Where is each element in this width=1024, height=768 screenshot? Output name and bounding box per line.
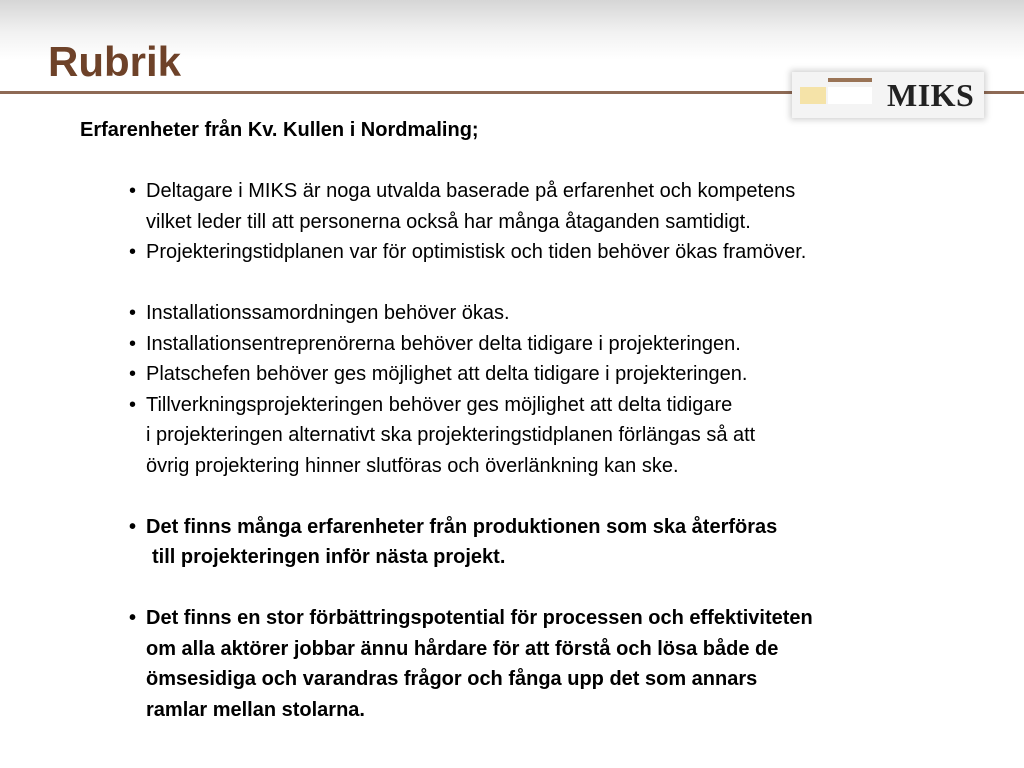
bullet-line: till projekteringen inför nästa projekt.	[152, 546, 506, 568]
bullet-item-emphasis	[128, 512, 1008, 573]
bullet-item	[128, 176, 1008, 237]
bullet-line: • Installationsentreprenörerna behöver delta tidigare i projekteringen.	[146, 332, 741, 355]
spacer	[128, 268, 1008, 299]
bullet-item	[128, 329, 1008, 360]
bullet-line: i projekteringen alternativt ska projekteringstidplanen förlängas så att	[146, 424, 756, 446]
subheading: Erfarenheter från Kv. Kullen i Nordmaling;	[80, 119, 479, 141]
miks-logo	[792, 72, 984, 118]
spacer	[128, 573, 1008, 604]
bullet-item	[128, 390, 1008, 482]
bullet-item	[128, 359, 1008, 390]
logo-text: MIKS	[887, 77, 975, 113]
bullet-line: • Platschefen behöver ges möjlighet att delta tidigare i projekteringen.	[146, 363, 748, 385]
bullet-line: ömsesidiga och varandras frågor och fånga upp det som annars	[146, 668, 758, 690]
bullet-line: • Deltagare i MIKS är noga utvalda baserade på erfarenhet och kompetens	[146, 180, 796, 202]
bullet-list	[128, 176, 1008, 725]
bullet-line: • Tillverkningsprojekteringen behöver ges möjlighet att delta tidigare	[146, 393, 733, 416]
bullet-line: • Projekteringstidplanen var för optimistisk och tiden behöver ökas framöver.	[146, 241, 807, 263]
logo-brown-bar	[828, 78, 872, 82]
bullet-item	[128, 298, 1008, 329]
bullet-line: • Det finns en stor förbättringspotential för processen och effektiviteten	[146, 607, 813, 629]
logo-gold-bar	[800, 87, 826, 104]
bullet-item-emphasis	[128, 603, 1008, 725]
bullet-line: om alla aktörer jobbar ännu hårdare för att förstå och lösa både de	[146, 637, 779, 660]
bullet-line: • Installationssamordningen behöver ökas.	[146, 302, 510, 324]
bullet-line: ramlar mellan stolarna.	[146, 698, 365, 721]
logo-white-bar	[828, 87, 872, 104]
slide-title: Rubrik	[48, 38, 182, 85]
spacer	[128, 481, 1008, 512]
bullet-line: vilket leder till att personerna också har många åtaganden samtidigt.	[146, 210, 751, 233]
bullet-line: övrig projektering hinner slutföras och överlänkning kan ske.	[146, 454, 679, 477]
bullet-line: • Det finns många erfarenheter från produktionen som ska återföras	[146, 515, 778, 538]
bullet-item	[128, 237, 1008, 268]
